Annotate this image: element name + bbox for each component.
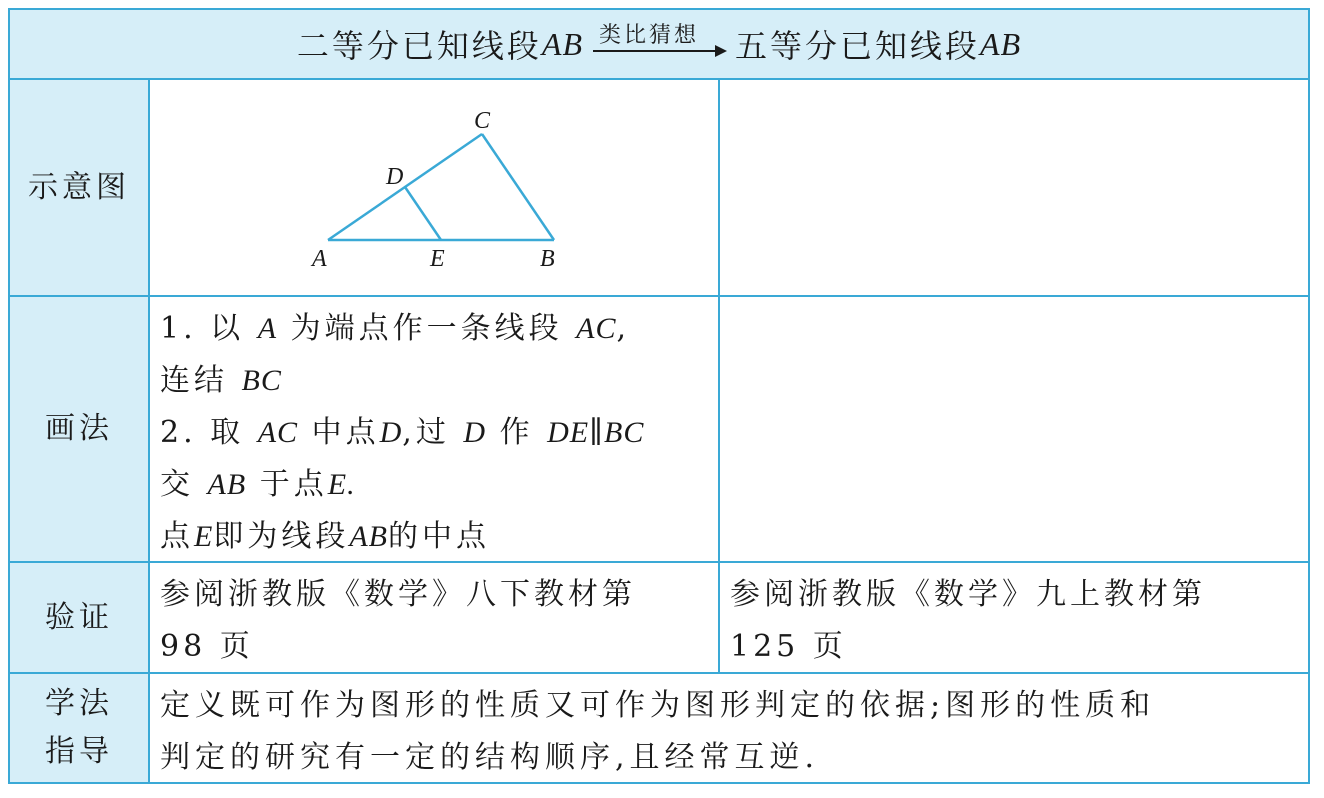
guide-line2: 判定的研究有一定的结构顺序,且经常互逆. xyxy=(160,740,820,775)
point-label-b: B xyxy=(540,246,555,272)
table-title xyxy=(10,10,1308,78)
analogy-arrow xyxy=(589,14,729,74)
title-left: 二等分已知线段 xyxy=(296,27,542,65)
title-right: 五等分已知线段 xyxy=(735,27,981,65)
segment-cb xyxy=(482,134,554,240)
guide-line1: 定义既可作为图形的性质又可作为图形判定的依据;图形的性质和 xyxy=(160,688,1156,723)
point-label-c: C xyxy=(474,108,491,134)
diagram-label-text: 示意图 xyxy=(28,169,130,205)
title-left-segment: AB xyxy=(541,25,583,62)
method-label-text: 画法 xyxy=(45,411,113,446)
study-guide xyxy=(150,674,1308,782)
point-label-a: A xyxy=(312,246,327,272)
step2-line2: 交 AB 于点E. xyxy=(160,467,356,502)
point-label-e: E xyxy=(430,246,445,272)
verify-left xyxy=(150,563,718,672)
row-label-verify xyxy=(10,563,148,672)
verify-left-line2: 98 页 xyxy=(160,629,254,664)
verify-left-line1: 参阅浙教版《数学》八下教材第 xyxy=(160,577,636,612)
result-line: 点E即为线段AB的中点 xyxy=(160,519,490,554)
point-label-d: D xyxy=(386,164,404,190)
row-label-diagram xyxy=(10,80,148,295)
verify-right-line2: 125 页 xyxy=(730,629,847,664)
triangle-diagram xyxy=(150,80,718,295)
arrow-label: 类比猜想 xyxy=(599,23,700,48)
row-label-guide xyxy=(10,674,148,782)
method-steps xyxy=(150,297,718,561)
verify-right-line1: 参阅浙教版《数学》九上教材第 xyxy=(730,577,1206,612)
row-label-method xyxy=(10,297,148,561)
title-right-segment: AB xyxy=(980,25,1022,62)
segment-de xyxy=(405,187,441,240)
step1-line2: 连结 BC xyxy=(160,363,282,398)
guide-label-line2: 指导 xyxy=(45,734,113,769)
verify-right xyxy=(720,563,1308,672)
triangle-figure xyxy=(150,80,718,295)
step1-line1: 1. 以 A 为端点作一条线段 AC, xyxy=(160,311,631,346)
step2-line1: 2. 取 AC 中点D,过 D 作 DE∥BC xyxy=(160,415,645,450)
verify-label-text: 验证 xyxy=(45,599,113,635)
right-arrow-icon xyxy=(589,44,729,58)
guide-label-line1: 学法 xyxy=(45,686,113,721)
